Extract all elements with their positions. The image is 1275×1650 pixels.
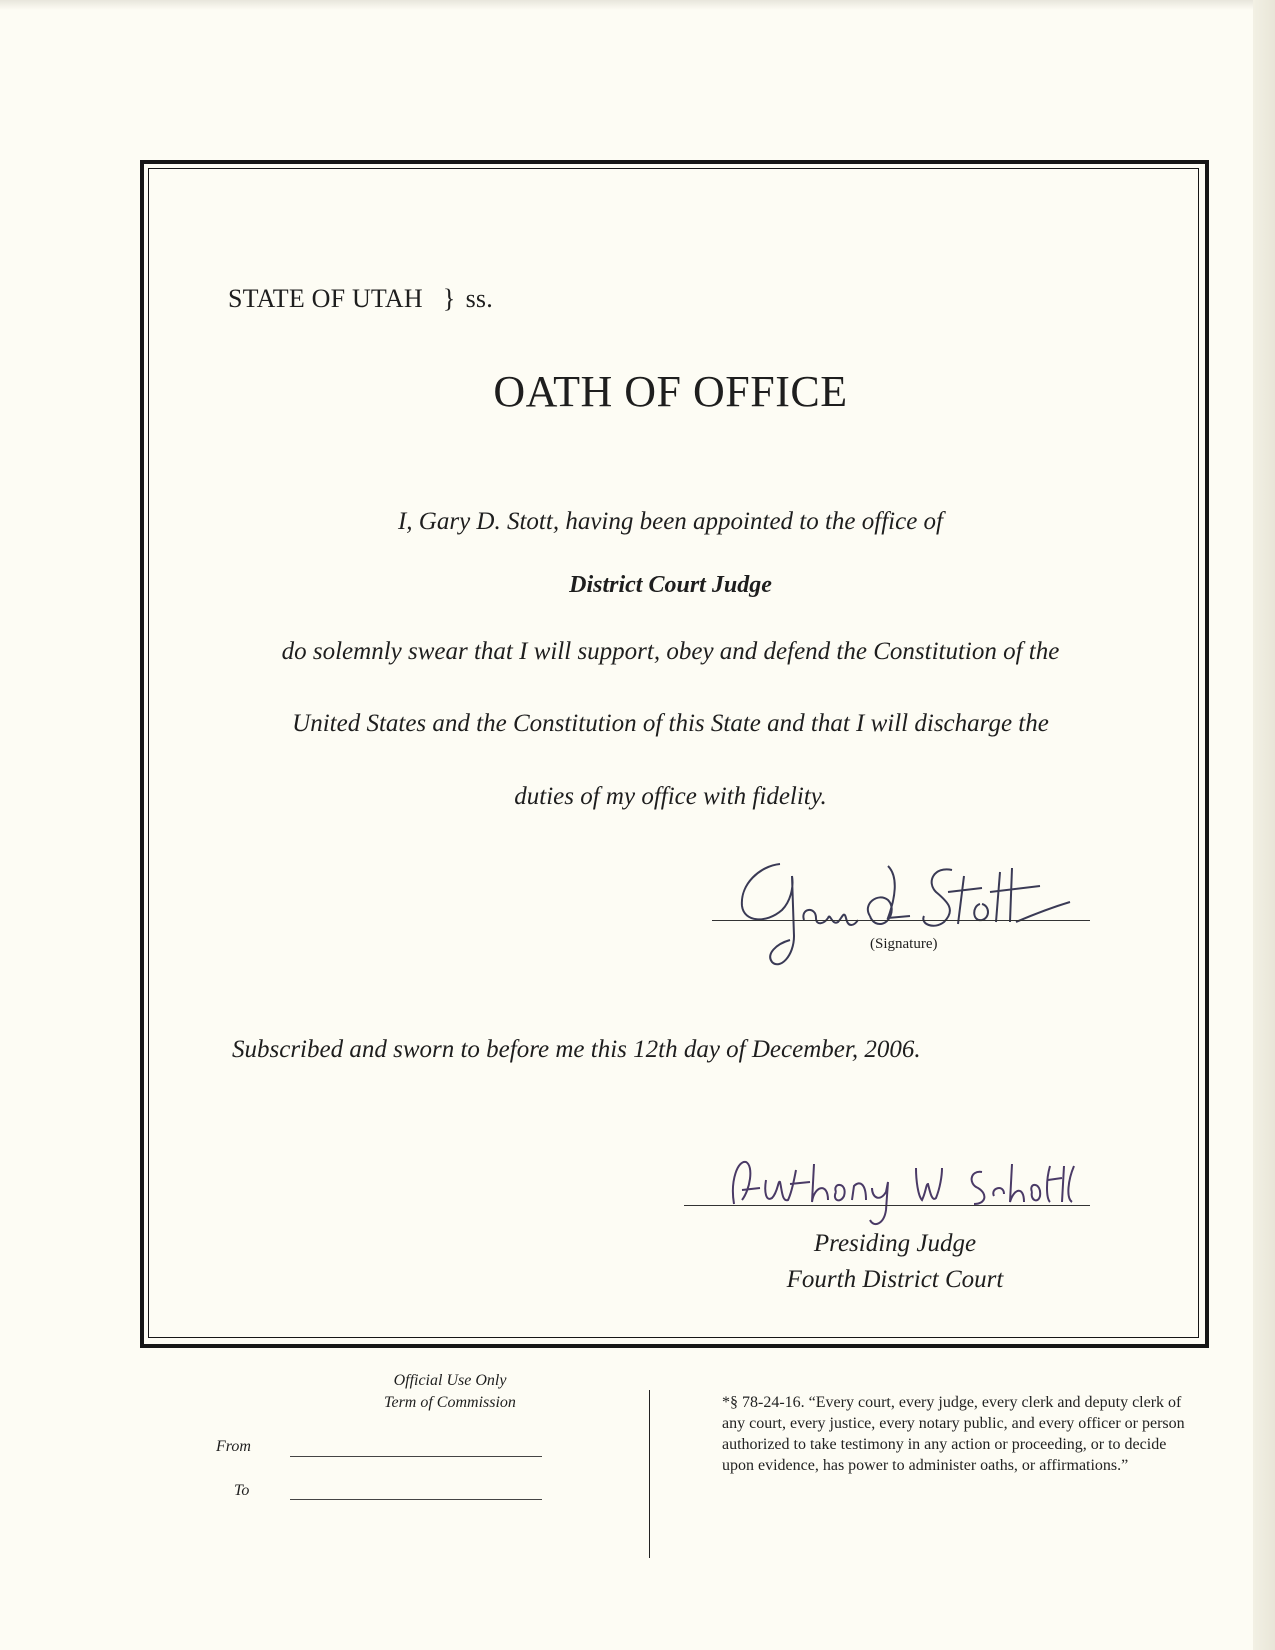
signature-caption: (Signature)	[870, 936, 938, 952]
official-use-heading: Official Use Only	[393, 1372, 507, 1389]
statute-note: *§ 78-24-16. “Every court, every judge, every clerk and deputy clerk of any court, every justice, every notary public, and every officer or person authorized to take testimony in any action or proceeding, or to decide upon evidence, has power to administer oaths, or affirmations.”	[722, 1394, 1185, 1474]
to-field-line[interactable]	[290, 1499, 542, 1500]
oath-taker-signature	[720, 836, 1080, 976]
footer-divider	[649, 1390, 650, 1558]
presiding-judge-signature	[720, 1140, 1080, 1230]
presiding-judge-title: Presiding Judge	[813, 1230, 977, 1257]
page-top-edge	[0, 0, 1275, 10]
subscribed-statement: Subscribed and sworn to before me this 12th day of December, 2006.	[232, 1036, 921, 1063]
presiding-signature-line	[684, 1205, 1090, 1206]
state-name: STATE OF UTAH	[228, 284, 423, 313]
oath-line-2: United States and the Constitution of this State and that I will discharge the	[292, 710, 1049, 737]
oath-intro: I, Gary D. Stott, having been appointed to the office of	[397, 508, 944, 535]
page-right-edge	[1253, 0, 1275, 1650]
to-label: To	[234, 1482, 250, 1499]
document-title: OATH OF OFFICE	[493, 367, 848, 416]
oath-line-3: duties of my office with fidelity.	[514, 783, 827, 810]
term-of-commission-heading: Term of Commission	[384, 1394, 516, 1411]
from-label: From	[216, 1438, 251, 1455]
oath-signature-line	[712, 920, 1090, 921]
state-ss: ss.	[465, 284, 493, 313]
state-brace: }	[442, 284, 456, 313]
presiding-judge-court: Fourth District Court	[786, 1266, 1004, 1293]
office-title: District Court Judge	[569, 572, 772, 598]
oath-line-1: do solemnly swear that I will support, obey and defend the Constitution of the	[281, 638, 1060, 665]
from-field-line[interactable]	[290, 1456, 542, 1457]
state-header	[228, 284, 493, 314]
